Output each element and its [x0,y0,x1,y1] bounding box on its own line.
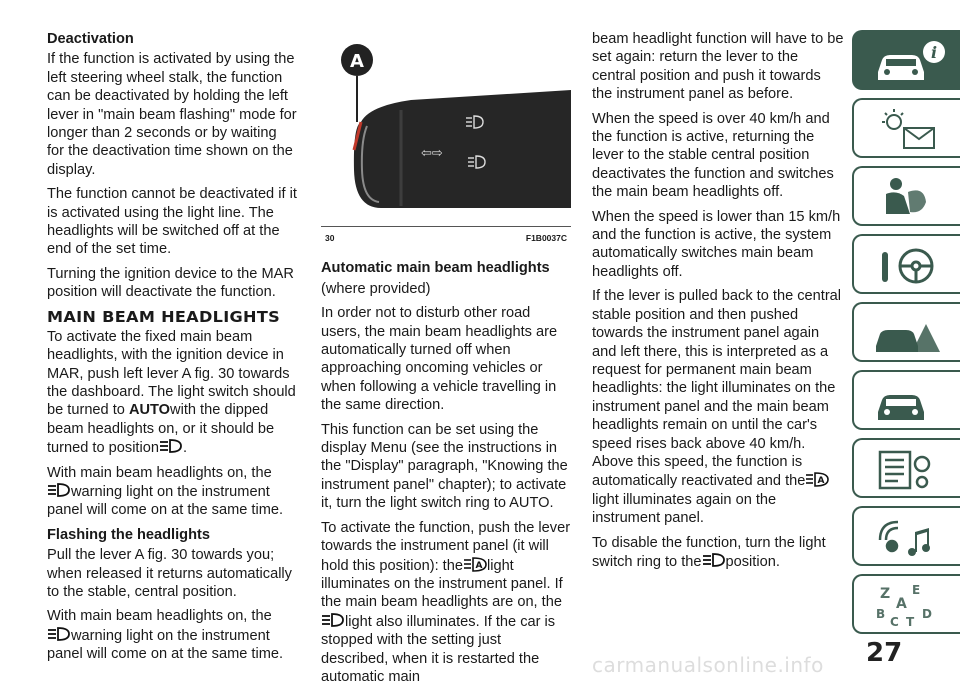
auto-main-beam-heading: Automatic main beam headlights [321,260,550,277]
column-right [592,30,844,577]
tab-warning-lights[interactable] [852,98,960,158]
column-middle [321,30,571,692]
main-beam-icon [159,438,183,455]
paragraph: In order not to disturb other road users, the main beam headlights are automatically turned off when approaching oncoming vehicles or when following a vehicle travelling in the same direction. [321,305,558,414]
tab-emergency[interactable] [852,302,960,362]
maintenance-icon [872,378,952,426]
paragraph: The function cannot be deactivated if it is activated using the light line. The headlights will be switched off at the end of the set time. [47,186,297,258]
multimedia-icon [872,514,952,562]
auto-main-beam-icon [805,471,829,488]
auto-main-beam-icon [463,556,487,573]
technical-data-icon [872,446,952,494]
paragraph: When the speed is lower than 15 km/h and the function is active, the system automatically switches main beam headlights off. [592,208,841,280]
page-number: 27 [866,638,903,668]
starting-driving-icon [872,242,952,290]
paragraph: beam headlight function will have to be set again: return the lever to the central position and push it towards the instrument panel as before. [592,31,844,103]
paragraph: With main beam headlights on, the warning light on the instrument panel will come on at the same time. [47,464,284,519]
tab-multimedia[interactable] [852,506,960,566]
column-left [47,30,297,670]
main-beam-heading: MAIN BEAM HEADLIGHTS [47,307,281,326]
tab-technical-data[interactable] [852,438,960,498]
paragraph: With main beam headlights on, the warning light on the instrument panel will come on at the same time. [47,608,284,663]
flashing-heading: Flashing the headlights [47,526,210,543]
paragraph: This function can be set using the display Menu (see the instructions in the "Display" paragraph, "Knowing the instrument panel" chapter); to activate it, turn the light switch ring to AUTO. [321,421,568,512]
figure-caption [321,227,571,247]
index-icon [872,582,952,630]
svg-text:A: A [817,476,825,487]
paragraph: To disable the function, turn the light switch ring to the position. [592,534,826,570]
svg-text:A: A [475,560,483,571]
deactivation-heading: Deactivation [47,31,134,47]
tab-safety[interactable] [852,166,960,226]
svg-text:⇦⇨: ⇦⇨ [421,146,443,161]
main-beam-icon [47,482,71,499]
figure-label-a: A [350,51,364,72]
tab-index[interactable] [852,574,960,634]
paragraph: Turning the ignition device to the MAR position will deactivate the function. [47,265,294,301]
svg-text:Z: Z [880,586,891,602]
warning-lights-icon [872,106,952,154]
paragraph: To activate the function, push the lever towards the instrument panel (it will hold this position): the A light illuminates on the instrument panel. If the main beam headlights are on, the light also illuminates. If the car is stopped with the setting just described, when it is restarted the automatic main [321,519,571,685]
tab-car-info[interactable] [852,30,960,90]
paragraph: If the function is activated by using the left steering wheel stalk, the function can be deactivated by holding the left lever in "main beam flashing" mode for longer than 2 seconds or by waiting for the deactivation time shown on the display. [47,51,297,178]
svg-text:B: B [876,607,886,621]
tab-maintenance[interactable] [852,370,960,430]
svg-text:D: D [922,607,932,621]
svg-text:E: E [912,583,921,597]
figure-code: F1B0037C [525,233,567,243]
watermark: carmanualsonline.info [592,653,824,677]
paragraph: Pull the lever A fig. 30 towards you; when released it returns automatically to the stable, central position. [47,547,292,600]
figure-number: 30 [325,233,335,243]
main-beam-icon [47,626,71,643]
tab-starting-driving[interactable] [852,234,960,294]
paragraph: (where provided) [321,280,431,297]
paragraph: If the lever is pulled back to the central stable position and then pushed towards the instrument panel again and left there, this is interpreted as a request for permanent main beam headlights: the light illuminates on the instrument panel and the main beam headlights remain on until the car's speed rises back above 40 km/h. Above this speed, the function is automatically reactivated and the A light illuminates again on the instrument panel. [592,288,842,527]
lever-figure [321,30,571,227]
svg-text:T: T [906,615,915,629]
svg-text:C: C [890,615,899,629]
safety-airbag-icon [872,174,952,222]
car-info-icon [872,38,952,86]
paragraph: When the speed is over 40 km/h and the function is active, returning the lever to the stable central position deactivates the function and switches the main beam headlights off. [592,110,834,201]
main-beam-icon [321,612,345,629]
main-beam-icon [702,552,726,569]
stalk-illustration [321,30,571,210]
paragraph: To activate the fixed main beam headlights, with the ignition device in MAR, push left lever A fig. 30 towards the dashboard. The light switch should be turned to AUTOwith the dipped beam headlights on, or it should be turned to position . [47,328,296,457]
svg-text:A: A [896,596,907,612]
emergency-icon [872,310,952,358]
svg-text:i: i [930,43,938,62]
